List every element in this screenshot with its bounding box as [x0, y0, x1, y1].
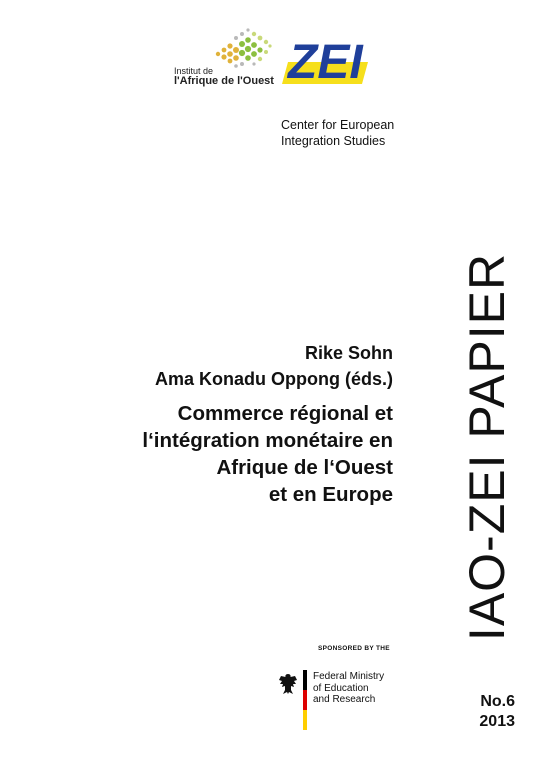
sponsored-by-label: SPONSORED BY THE [318, 645, 390, 652]
issue-year: 2013 [479, 713, 515, 730]
iao-logo-text [174, 66, 274, 86]
author-1: Rike Sohn [304, 343, 393, 363]
iao-dots-icon [208, 24, 280, 72]
title-line-4: et en Europe [268, 483, 393, 506]
series-title: IAO-ZEI PAPIER [459, 252, 515, 642]
iao-logo [170, 24, 280, 94]
iao-logo-line1: Institut de [174, 66, 214, 76]
ministry-line1: Federal Ministry [313, 671, 385, 682]
ministry-line3: and Research [313, 694, 376, 705]
title-line-1: Commerce régional et [177, 402, 393, 425]
flag-black [303, 670, 307, 690]
zei-logo [282, 28, 374, 90]
iao-logo-line2: l'Afrique de l'Ouest [174, 75, 274, 87]
center-name [281, 117, 394, 149]
zei-logo-icon [282, 28, 374, 90]
flag-red [303, 690, 307, 710]
document-title [142, 400, 393, 508]
center-name-line2: Integration Studies [281, 134, 386, 148]
issue-number: No.6 [480, 693, 515, 710]
ministry-line2: of Education [313, 682, 369, 694]
title-line-2: l‘intégration monétaire en [142, 429, 393, 452]
author-2: Ama Konadu Oppong (éds.) [155, 369, 393, 389]
title-line-3: Afrique de l‘Ouest [216, 456, 393, 479]
federal-eagle-icon [278, 672, 298, 696]
flag-gold [303, 710, 307, 730]
zei-logo-text: ZEI [288, 36, 363, 89]
german-flag-stripe [303, 670, 307, 730]
ministry-name [313, 671, 384, 706]
center-name-line1: Center for European [281, 118, 395, 132]
